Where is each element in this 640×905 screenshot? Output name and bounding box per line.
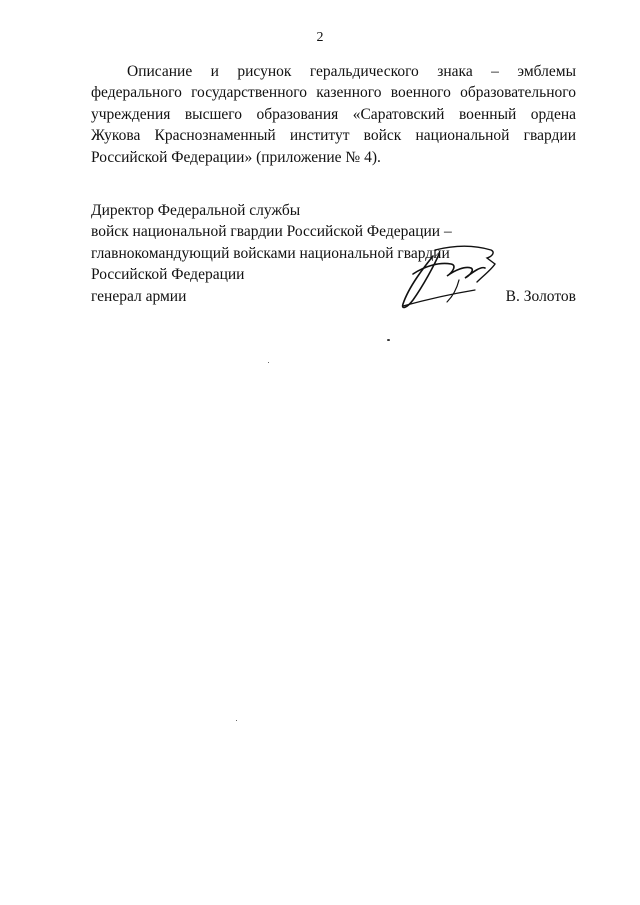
scan-speck xyxy=(387,339,390,341)
signer-title-line-2: войск национальной гвардии Российской Федерации – xyxy=(91,223,452,241)
scan-speck xyxy=(236,720,237,721)
signer-title-line-1: Директор Федеральной службы xyxy=(91,202,301,219)
signer-name: В. Золотов xyxy=(505,287,576,305)
signer-title-line-4: Российской Федерации xyxy=(91,266,245,284)
signer-rank-row xyxy=(91,286,576,307)
signer-rank: генерал армии xyxy=(91,287,187,305)
signer-title-line-3: главнокомандующий войсками национальной гвардии xyxy=(91,244,450,262)
body-paragraph xyxy=(91,61,576,168)
paragraph-text: Описание и рисунок геральдического знака – эмблемы федерального государственного казенного военного образовательного учреждения высшего образования «Саратовский военный ордена Жукова Краснознаменный институт войск национальной гвардии Российской Федерации» (приложение № 4). xyxy=(91,63,576,166)
scan-speck xyxy=(268,362,269,363)
handwritten-signature-icon xyxy=(395,236,500,316)
signature-block xyxy=(91,200,576,307)
page-number: 2 xyxy=(316,30,324,45)
